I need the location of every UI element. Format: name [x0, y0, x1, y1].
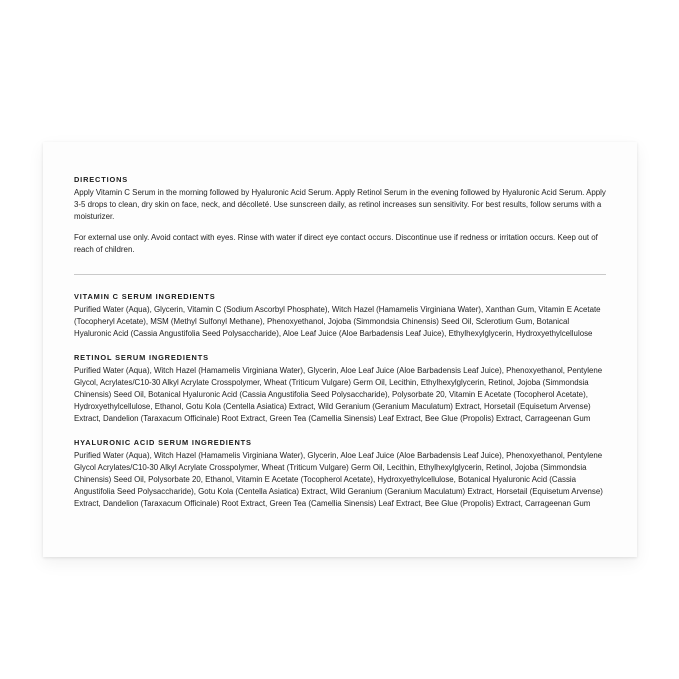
product-label-card [43, 142, 637, 557]
ingredients-text-retinol: Purified Water (Aqua), Witch Hazel (Hamamelis Virginiana Water), Glycerin, Aloe Leaf Juice (Aloe Barbadensis Leaf Juice), Phenoxyethanol, Pentylene Glycol, Acrylates/C10-30 Alkyl Acrylate Crosspolymer, Wheat (Triticum Vulgare) Germ Oil, Lecithin, Ethylhexylglycerin, Retinol, Jojoba (Simmondsia Chinensis) Seed Oil, Botanical Hyaluronic Acid (Cassia Angustifolia Seed Polysaccharide), Polysorbate 20, Vitamin E Acetate (Tocopherol Acetate), Hydroxyethylcellulose, Ethanol, Gotu Kola (Centella Asiatica) Extract, Wild Geranium (Geranium Maculatum) Extract, Horsetail (Equisetum Arvense) Extract, Dandelion (Taraxacum Officinale) Root Extract, Green Tea (Camellia Sinensis) Leaf Extract, Bee Glue (Propolis) Extract, Carrageenan Gum [74, 366, 603, 424]
directions-paragraph-1: Apply Vitamin C Serum in the morning followed by Hyaluronic Acid Serum. Apply Retinol Serum in the evening followed by Hyaluronic Acid Serum. Apply 3-5 drops to clean, dry skin on face, neck, and décolleté. Use sunscreen daily, as retinol increases sun sensitivity. For best results, follow serums with a moisturizer. [74, 188, 606, 222]
ingredients-text-hyaluronic-acid: Purified Water (Aqua), Witch Hazel (Hamamelis Virginiana Water), Glycerin, Aloe Leaf Juice (Aloe Barbadensis Leaf Juice), Phenoxyethanol, Pentylene Glycol Acrylates/C10-30 Alkyl Acrylate Crosspolymer, Wheat (Triticum Vulgare) Germ Oil, Lecithin, Ethylhexylglycerin, Retinol, Jojoba (Simmondsia Chinensis) Seed Oil, Polysorbate 20, Ethanol, Vitamin E Acetate (Tocopherol Acetate), Hydroxyethylcellulose, Botanical Hyaluronic Acid (Cassia Angustifolia Seed Polysaccharide), Gotu Kola (Centella Asiatica) Extract, Wild Geranium (Geranium Maculatum) Extract, Horsetail (Equisetum Arvense) Extract, Dandelion (Taraxacum Officinale) Root Extract, Green Tea (Camellia Sinensis) Leaf Extract, Bee Glue (Propolis) Extract, Carrageenan Gum [74, 451, 603, 509]
directions-paragraph-2: For external use only. Avoid contact with eyes. Rinse with water if direct eye contact occurs. Discontinue use if redness or irritation occurs. Keep out of reach of children. [74, 233, 598, 255]
label-content [74, 175, 606, 510]
directions-heading: DIRECTIONS [74, 175, 129, 184]
ingredients-section-retinol [74, 353, 606, 425]
directions-section [74, 175, 606, 256]
section-divider [74, 274, 606, 275]
ingredients-heading-vitamin-c: VITAMIN C SERUM INGREDIENTS [74, 292, 216, 302]
paragraph-spacer [74, 223, 606, 232]
ingredients-heading-hyaluronic-acid: HYALURONIC ACID SERUM INGREDIENTS [74, 438, 252, 448]
ingredients-section-hyaluronic-acid [74, 438, 606, 510]
ingredients-heading-retinol: RETINOL SERUM INGREDIENTS [74, 353, 209, 363]
ingredients-section-vitamin-c [74, 292, 606, 340]
ingredients-text-vitamin-c: Purified Water (Aqua), Glycerin, Vitamin C (Sodium Ascorbyl Phosphate), Witch Hazel (Hamamelis Virginiana Water), Xanthan Gum, Vitamin E Acetate (Tocopheryl Acetate), MSM (Methyl Sulfonyl Methane), Phenoxyethanol, Jojoba (Simmondsia Chinensis) Seed Oil, Sclerotium Gum, Botanical Hyaluronic Acid (Cassia Angustifolia Seed Polysaccharide), Aloe Leaf Juice (Aloe Barbadensis Leaf Juice), Ethylhexylglycerin, Hydroxyethylcellulose [74, 305, 601, 339]
